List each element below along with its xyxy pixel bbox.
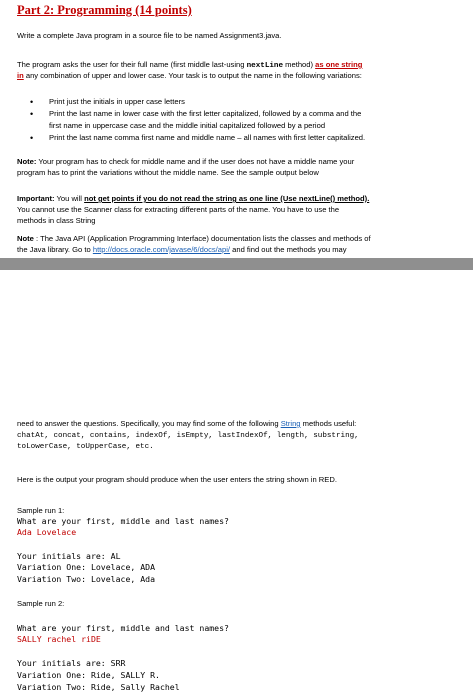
note-2-label: Note [17,234,34,243]
paragraph-1-line-1 [17,60,362,71]
important-line-1 [17,194,369,204]
document-page-2 [0,270,473,700]
output-intro: Here is the output your program should produce when the user enters the string shown in RED. [17,475,337,484]
run-1-variation-two: Variation Two: Lovelace, Ada [17,574,156,584]
para1-text-c: any combination of upper and lower case. Your task is to output the name in the following variations: [23,71,362,80]
para1-text-b: method) [283,60,316,69]
note-label: Note: [17,157,37,166]
note-1-line-2: program has to print the variations without the middle name. See the sample output below [17,168,319,177]
string-class-link[interactable]: String [280,419,301,428]
page2-text-a: need to answer the questions. Specifically, you may find some of the following [17,419,281,428]
important-label: Important: [17,194,55,203]
methods-list-line-1: chatAt, concat, contains, indexOf, isEmpty, lastIndexOf, length, substring, [17,432,359,440]
run-2-initials: Your initials are: SRR [17,658,126,668]
page2-text-b: methods useful: [300,419,357,428]
important-line-3: methods in class String [17,216,96,225]
note-2-line-1 [17,234,371,244]
note-1-line-1 [17,157,354,167]
methods-list-line-2: toLowerCase, toUpperCase, etc. [17,443,154,451]
in-emphasis: in [17,71,24,80]
bullet-dot: • [30,133,34,143]
note-2-line-2 [17,245,347,255]
para1-text-a: The program asks the user for their full name (first middle last-using [17,60,247,69]
bullet-dot: • [30,109,34,119]
note1-text: Your program has to check for middle name and if the user does not have a middle name your [36,157,355,166]
important-text-a: You will [54,194,85,203]
bullet-dot: • [30,97,34,107]
bullet-2-line-2: first name in uppercase case and the middle initial capitalized followed by a period [49,121,326,130]
nextline-method-name: nextLine [246,62,284,70]
important-line-2: You cannot use the Scanner class for extracting different parts of the name. You have to use the [17,205,340,214]
run-2-variation-one: Variation One: Ride, SALLY R. [17,670,160,680]
bullet-2-line-1: Print the last name in lower case with the first letter capitalized, followed by a comma and the [49,109,362,118]
run-2-input: SALLY rachel riDE [17,634,101,644]
run-2-prompt: What are your first, middle and last names? [17,623,229,633]
intro-text: Write a complete Java program in a source file to be named Assignment3.java. [17,31,282,40]
as-one-string-emphasis: as one string [315,60,363,69]
note2-text: : The Java API (Application Programming Interface) documentation lists the classes and methods of [33,234,371,243]
note2-text-b: and find out the methods you may [230,245,347,254]
sample-run-1-label: Sample run 1: [17,506,65,515]
section-title: Part 2: Programming (14 points) [17,3,192,17]
run-1-prompt: What are your first, middle and last names? [17,516,229,526]
page-divider [0,258,473,270]
run-1-variation-one: Variation One: Lovelace, ADA [17,562,156,572]
bullet-3: Print the last name comma first name and middle name – all names with first letter capitalized. [49,133,366,142]
page-2-line-1 [17,419,356,429]
sample-run-2-label: Sample run 2: [17,599,65,608]
note2-text-a: the Java library. Go to [17,245,93,254]
important-emphasis: not get points if you do not read the string as one line (Use nextLine() method). [84,194,370,203]
run-1-initials: Your initials are: AL [17,551,121,561]
java-api-link[interactable]: http://docs.oracle.com/javase/6/docs/api/ [92,245,231,254]
run-2-variation-two: Variation Two: Ride, Sally Rachel [17,682,180,692]
paragraph-1-line-2 [17,71,362,81]
run-1-input: Ada Lovelace [17,527,77,537]
document-page-1 [0,0,473,258]
bullet-1: Print just the initials in upper case letters [49,97,185,106]
